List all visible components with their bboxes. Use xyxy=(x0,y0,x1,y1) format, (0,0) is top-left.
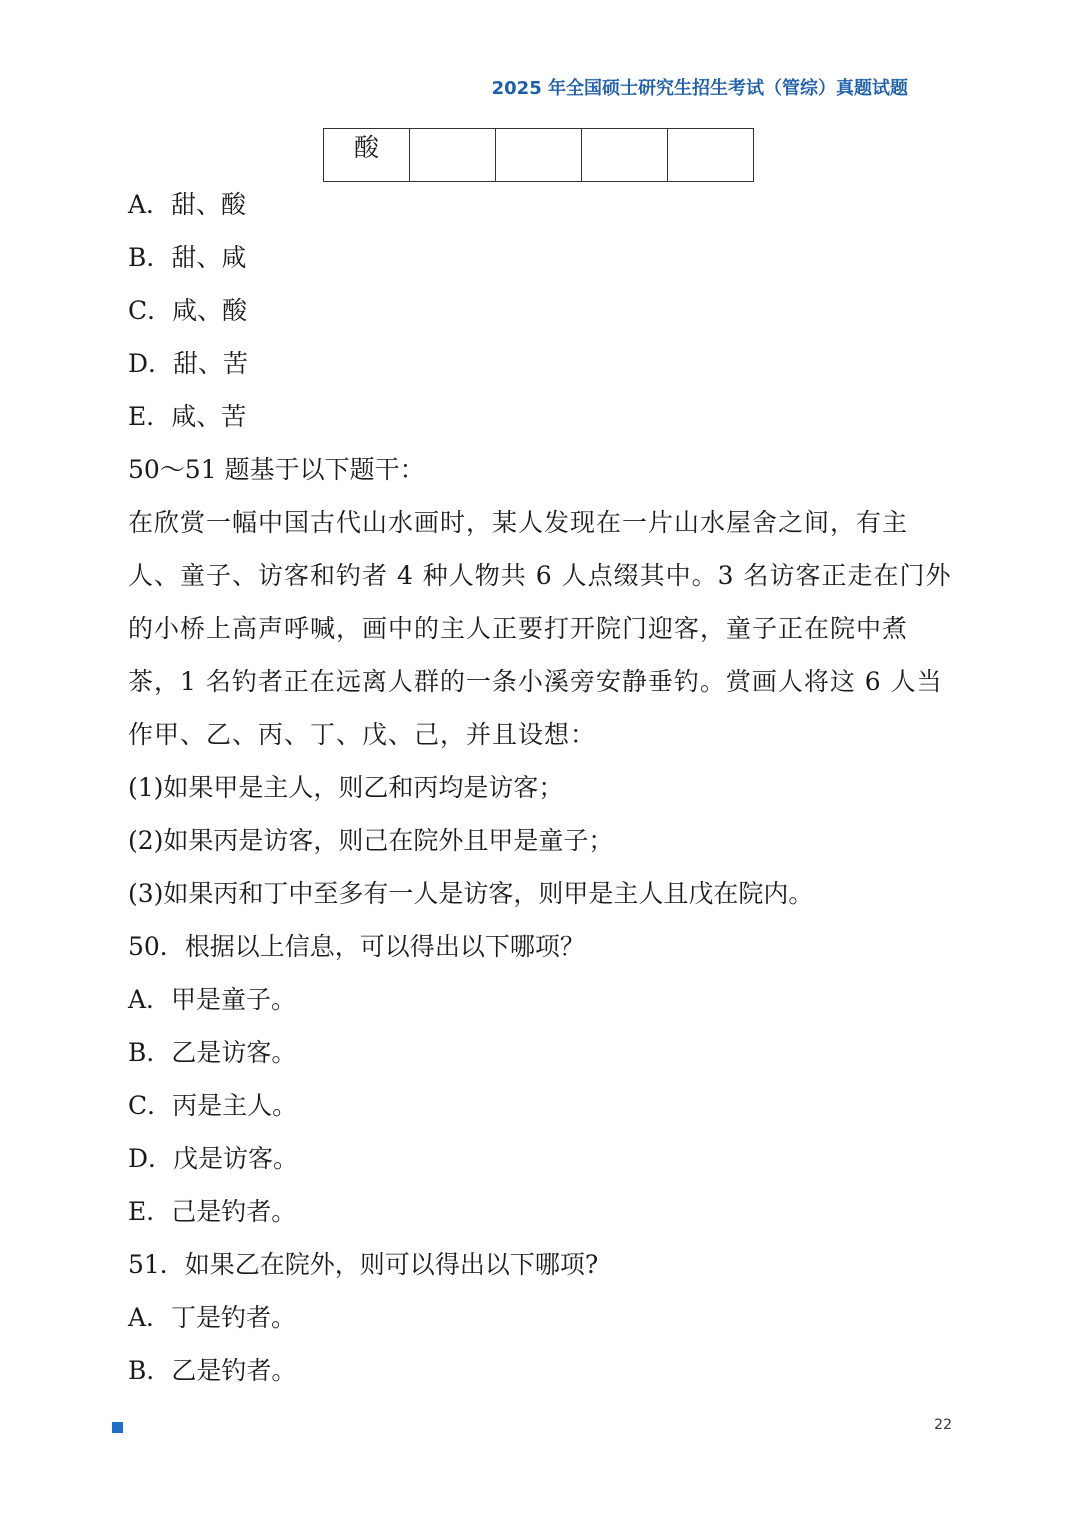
question-50: 50．根据以上信息，可以得出以下哪项？ xyxy=(128,932,585,961)
table-cell xyxy=(410,129,496,182)
condition-1: (1)如果甲是主人，则乙和丙均是访客； xyxy=(128,773,564,802)
condition-3: (3)如果丙和丁中至多有一人是访客，则甲是主人且戊在院内。 xyxy=(128,879,814,908)
page-header-title: 2025 年全国硕士研究生招生考试（管综）真题试题 xyxy=(491,78,908,99)
q50-option-c: C．丙是主人。 xyxy=(128,1091,298,1120)
table-cell xyxy=(668,129,754,182)
table-row xyxy=(324,129,754,182)
footer-square-marker xyxy=(112,1422,123,1433)
option-c: C．咸、酸 xyxy=(128,296,248,325)
stem-paragraph: 在欣赏一幅中国古代山水画时，某人发现在一片山水屋舍之间，有主人、童子、访客和钓者 4 种人物共 6 人点缀其中。3 名访客正走在门外的小桥上高声呼喊，画中的主人正要打开院门迎客，童子正在院中煮茶，1 名钓者正在远离人群的一条小溪旁安静垂钓。赏画人将这 6 人当作甲、乙、丙、丁、戊、己，并且设想： xyxy=(128,508,952,749)
option-d: D．甜、苦 xyxy=(128,349,249,378)
condition-2: (2)如果丙是访客，则己在院外且甲是童子； xyxy=(128,826,614,855)
option-e: E．咸、苦 xyxy=(128,402,247,431)
table-cell xyxy=(496,129,582,182)
page-number: 22 xyxy=(934,1417,952,1433)
q50-option-b: B．乙是访客。 xyxy=(128,1038,297,1067)
table-cell: 酸 xyxy=(324,129,410,182)
q50-option-d: D．戊是访客。 xyxy=(128,1144,299,1173)
option-a: A．甜、酸 xyxy=(128,190,247,219)
question-51: 51．如果乙在院外，则可以得出以下哪项? xyxy=(128,1250,599,1279)
q50-option-a: A．甲是童子。 xyxy=(128,985,297,1014)
table-cell xyxy=(582,129,668,182)
q51-option-b: B．乙是钓者。 xyxy=(128,1356,297,1385)
option-b: B．甜、咸 xyxy=(128,243,247,272)
stem-intro: 50～51 题基于以下题干： xyxy=(128,455,425,484)
q50-option-e: E．己是钓者。 xyxy=(128,1197,297,1226)
answer-table-fragment xyxy=(323,128,754,182)
q51-option-a: A．丁是钓者。 xyxy=(128,1303,297,1332)
document-body xyxy=(128,178,958,1397)
